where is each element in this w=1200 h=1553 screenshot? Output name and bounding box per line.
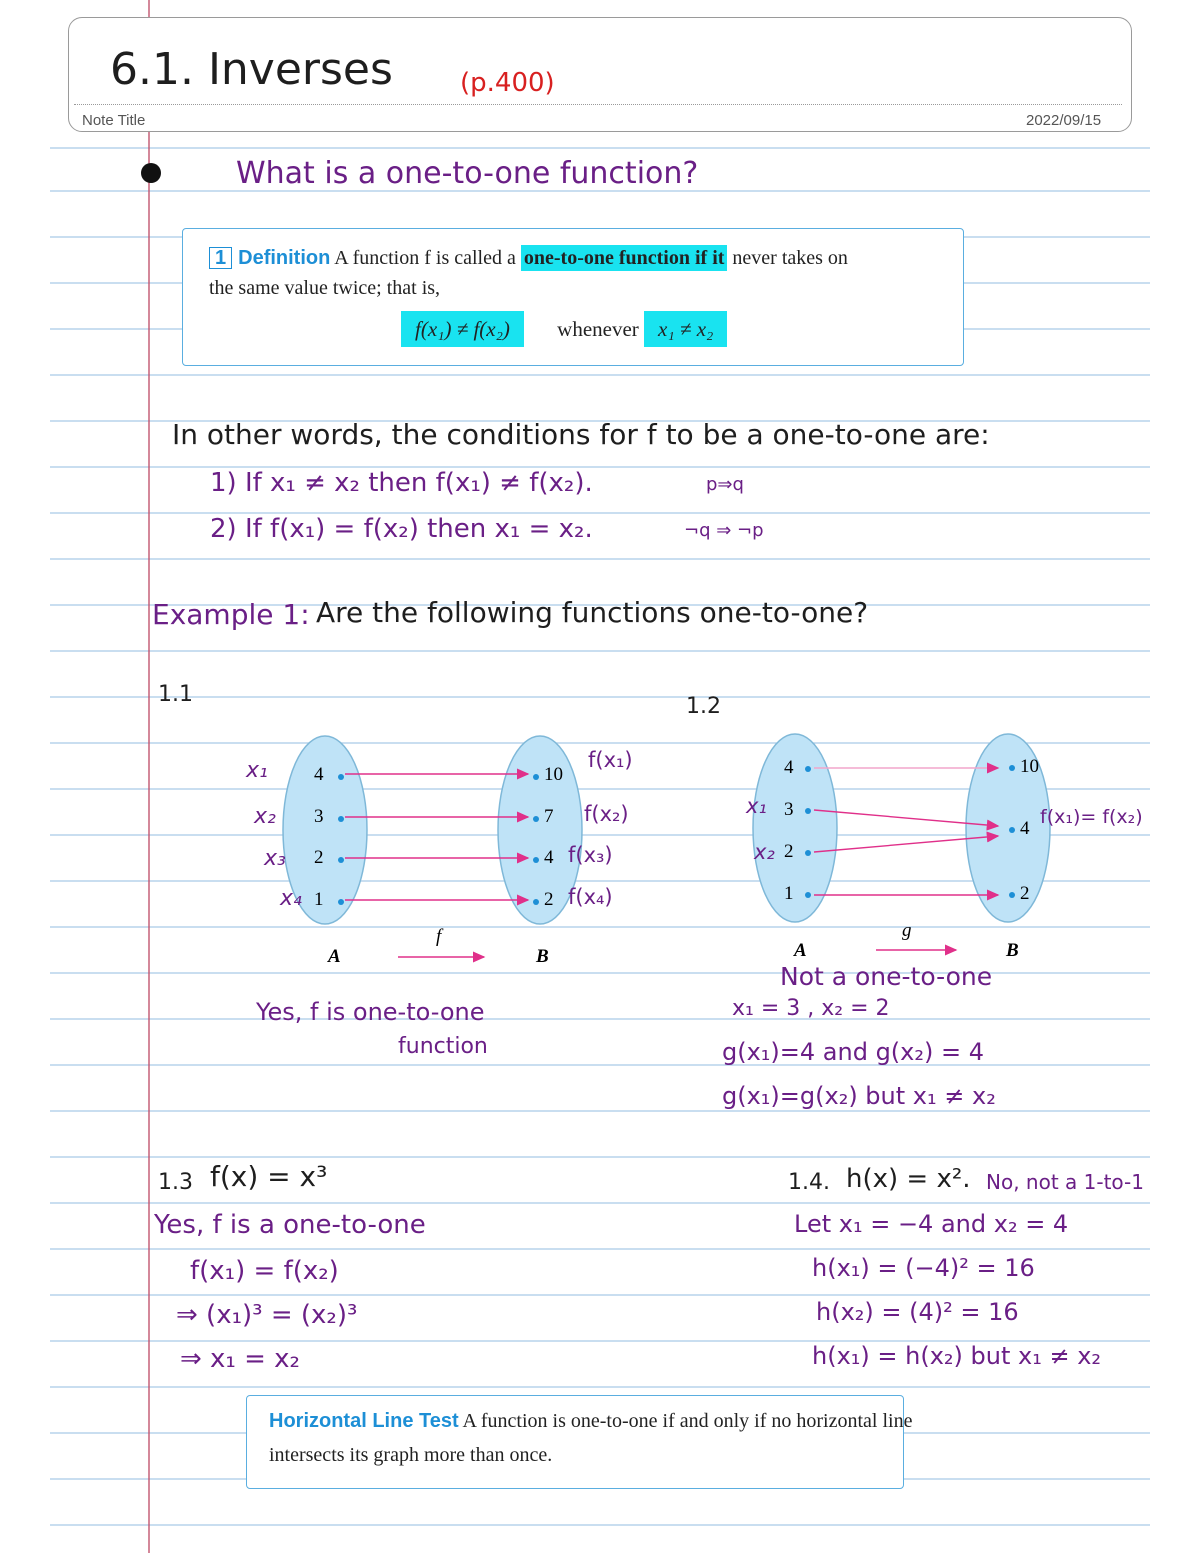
ex13-answer-4: ⇒ x₁ = x₂	[180, 1344, 300, 1374]
definition-whenever: whenever	[557, 317, 639, 341]
page-title: 6.1. Inverses	[110, 44, 393, 95]
d1-x2: x₂	[254, 804, 276, 829]
d1-answer-2: function	[398, 1034, 488, 1059]
d1-fx1: f(x₁)	[588, 748, 633, 772]
hlt-text-2: intersects its graph more than once.	[269, 1444, 553, 1466]
ex13-answer-1: Yes, f is a one-to-one	[154, 1210, 426, 1240]
d1-domain-2: 2	[314, 847, 324, 868]
d2-domain-2: 2	[784, 841, 794, 862]
ex13-answer-2: f(x₁) = f(x₂)	[190, 1256, 339, 1286]
d2-range-10: 10	[1020, 756, 1039, 777]
ex13-answer-3: ⇒ (x₁)³ = (x₂)³	[176, 1300, 358, 1330]
question-heading: What is a one-to-one function?	[236, 156, 699, 191]
ex14-answer-1: Let x₁ = −4 and x₂ = 4	[794, 1210, 1069, 1238]
d1-answer-1: Yes, f is one-to-one	[256, 998, 485, 1026]
d1-range-2: 2	[544, 889, 554, 910]
d2-range-4: 4	[1020, 818, 1030, 839]
ex14-answer-4: h(x₁) = h(x₂) but x₁ ≠ x₂	[812, 1342, 1102, 1370]
d2-answer-3: g(x₁)=4 and g(x₂) = 4	[722, 1038, 984, 1066]
note-title-label: Note Title	[82, 112, 146, 129]
diagram1-label: 1.1	[158, 682, 193, 707]
d2-answer-4: g(x₁)=g(x₂) but x₁ ≠ x₂	[722, 1082, 996, 1110]
ex14-label: 1.4.	[788, 1170, 830, 1195]
condition-2-note: ¬q ⇒ ¬p	[684, 520, 764, 541]
example-question: Are the following functions one-to-one?	[316, 596, 869, 629]
d1-map-f: f	[436, 926, 442, 947]
d1-range-10: 10	[544, 764, 563, 785]
d1-fx4: f(x₄)	[568, 885, 613, 909]
hlt-label: Horizontal Line Test	[269, 1410, 459, 1432]
definition-condition: x₁ ≠ x₂	[644, 311, 727, 347]
d1-x4: x₄	[280, 886, 302, 911]
d2-set-a: A	[794, 940, 807, 961]
diagram2-label: 1.2	[686, 694, 721, 719]
d2-answer-2: x₁ = 3 , x₂ = 2	[732, 996, 890, 1021]
definition-text-before: A function f is called a	[334, 247, 516, 269]
d1-fx2: f(x₂)	[584, 802, 629, 826]
d1-range-4: 4	[544, 847, 554, 868]
definition-highlight: one-to-one function if it	[521, 245, 728, 271]
d2-domain-3: 3	[784, 799, 794, 820]
d2-map-g: g	[902, 920, 912, 941]
d1-fx3: f(x₃)	[568, 843, 613, 867]
definition-formula: f(x₁) ≠ f(x₂)	[401, 311, 524, 347]
d2-f-label: f(x₁)= f(x₂)	[1040, 806, 1143, 828]
ex14-function: h(x) = x².	[846, 1164, 971, 1194]
example-label: Example 1:	[152, 598, 310, 631]
ex13-label: 1.3	[158, 1170, 193, 1195]
horizontal-line-test-box	[246, 1395, 913, 1489]
d2-x1: x₁	[746, 794, 767, 818]
conditions-intro: In other words, the conditions for f to be a one-to-one are:	[172, 418, 990, 451]
definition-label: Definition	[238, 247, 331, 269]
d1-range-7: 7	[544, 806, 554, 827]
d1-x1: x₁	[246, 758, 268, 783]
definition-text-after: never takes on	[732, 247, 848, 269]
d2-domain-1: 1	[784, 883, 794, 904]
definition-line2: the same value twice; that is,	[209, 277, 441, 299]
d2-domain-4: 4	[784, 757, 794, 778]
condition-2: 2) If f(x₁) = f(x₂) then x₁ = x₂.	[210, 514, 593, 544]
set-a-ellipse-2	[753, 734, 837, 922]
d2-set-b: B	[1006, 940, 1019, 961]
d1-domain-1: 1	[314, 889, 324, 910]
ex14-answer-2: h(x₁) = (−4)² = 16	[812, 1254, 1035, 1282]
ex14-answer-3: h(x₂) = (4)² = 16	[816, 1298, 1019, 1326]
ex14-verdict: No, not a 1-to-1	[986, 1170, 1144, 1194]
condition-1: 1) If x₁ ≠ x₂ then f(x₁) ≠ f(x₂).	[210, 468, 593, 498]
d1-set-b: B	[536, 946, 549, 967]
d1-x3: x₃	[264, 846, 286, 871]
d1-domain-4: 4	[314, 764, 324, 785]
d1-domain-3: 3	[314, 806, 324, 827]
d1-set-a: A	[328, 946, 341, 967]
ex13-function: f(x) = x³	[210, 1160, 328, 1193]
condition-1-note: p⇒q	[706, 474, 744, 495]
definition-number: 1	[209, 247, 232, 269]
d2-x2: x₂	[754, 840, 775, 864]
hlt-text-1: A function is one-to-one if and only if no horizontal line	[462, 1410, 913, 1432]
page-reference: (p.400)	[460, 68, 555, 98]
d2-answer-1: Not a one-to-one	[780, 962, 993, 991]
note-date: 2022/09/15	[1026, 112, 1102, 129]
d2-range-2: 2	[1020, 883, 1030, 904]
